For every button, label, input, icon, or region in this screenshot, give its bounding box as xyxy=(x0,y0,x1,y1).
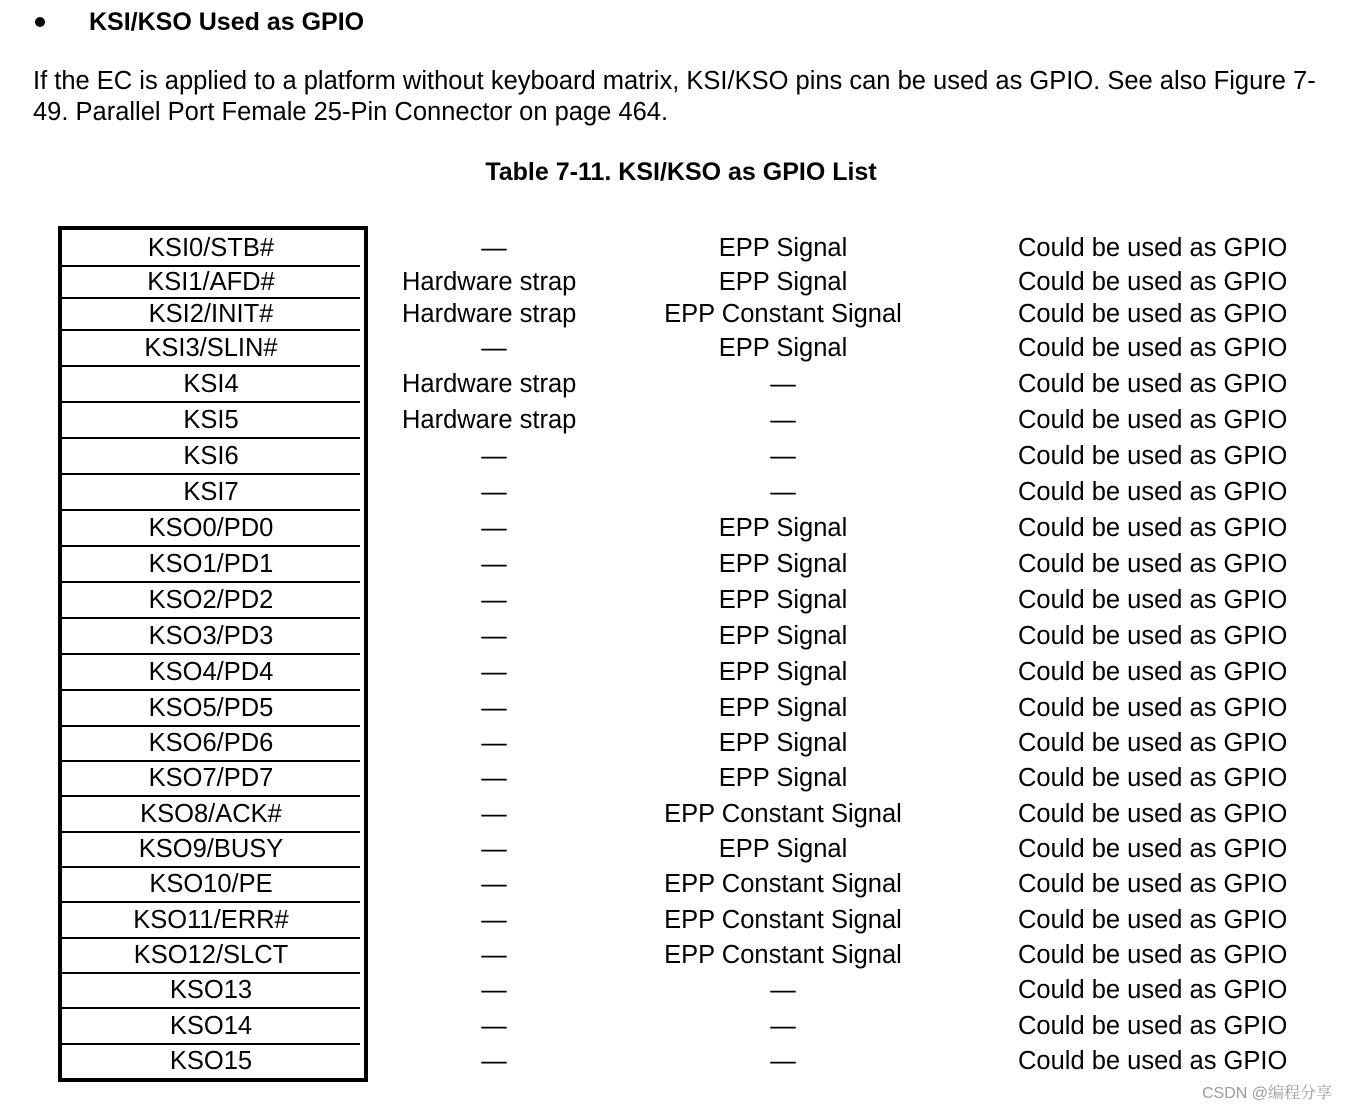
hardware-strap-cell: — xyxy=(481,513,507,542)
epp-signal-cell: — xyxy=(770,976,796,1004)
gpio-usage-cell: Could be used as GPIO xyxy=(1018,729,1288,757)
pin-name-cell: KSO1/PD1 xyxy=(148,549,274,578)
table-row xyxy=(0,726,1346,761)
hardware-strap-cell: Hardware strap xyxy=(402,267,577,296)
gpio-usage-cell: Could be used as GPIO xyxy=(1018,799,1288,828)
gpio-usage-cell: Could be used as GPIO xyxy=(1018,299,1288,328)
hardware-strap-cell: — xyxy=(481,477,507,506)
epp-signal-cell: — xyxy=(770,441,796,470)
table-row xyxy=(0,867,1346,902)
table-row xyxy=(0,1044,1346,1078)
table-row xyxy=(0,298,1346,330)
hardware-strap-cell: — xyxy=(481,657,507,686)
pin-name-cell: KSO8/ACK# xyxy=(140,799,282,828)
epp-signal-cell: — xyxy=(770,477,796,506)
table-row xyxy=(0,938,1346,973)
hardware-strap-cell: — xyxy=(481,976,507,1004)
epp-signal-cell: EPP Signal xyxy=(718,549,848,578)
epp-signal-cell: EPP Signal xyxy=(718,333,848,362)
hardware-strap-cell: — xyxy=(481,1046,507,1075)
section-heading: KSI/KSO Used as GPIO xyxy=(89,7,365,36)
epp-signal-cell: EPP Signal xyxy=(718,621,848,650)
table-row xyxy=(0,618,1346,654)
pin-name-cell: KSO0/PD0 xyxy=(148,513,274,542)
table-row xyxy=(0,510,1346,546)
hardware-strap-cell: Hardware strap xyxy=(402,405,577,434)
gpio-usage-cell: Could be used as GPIO xyxy=(1018,693,1288,722)
hardware-strap-cell: — xyxy=(481,233,507,262)
pin-name-cell: KSI0/STB# xyxy=(147,233,275,262)
hardware-strap-cell: Hardware strap xyxy=(402,299,577,328)
gpio-usage-cell: Could be used as GPIO xyxy=(1018,905,1288,934)
pin-name-cell: KSI3/SLIN# xyxy=(144,333,278,362)
pin-name-cell: KSO13 xyxy=(169,976,253,1004)
epp-signal-cell: — xyxy=(770,405,796,434)
table-row xyxy=(0,402,1346,438)
table-row xyxy=(0,796,1346,832)
pin-name-cell: KSO9/BUSY xyxy=(138,835,284,863)
table-row xyxy=(0,266,1346,298)
epp-signal-cell: EPP Signal xyxy=(718,764,848,792)
table-row xyxy=(0,690,1346,726)
hardware-strap-cell: — xyxy=(481,905,507,934)
pin-name-cell: KSO2/PD2 xyxy=(148,585,274,614)
hardware-strap-cell: — xyxy=(481,441,507,470)
pin-name-cell: KSO14 xyxy=(169,1011,253,1040)
gpio-usage-cell: Could be used as GPIO xyxy=(1018,870,1288,898)
epp-signal-cell: EPP Signal xyxy=(718,267,848,296)
intro-paragraph: If the EC is applied to a platform without keyboard matrix, KSI/KSO pins can be used as GPIO. See also Figure 7-49. Parallel Port Female 25-Pin Connector on page 464. xyxy=(33,67,1316,126)
pin-name-cell: KSO5/PD5 xyxy=(148,693,274,722)
pin-name-cell: KSO4/PD4 xyxy=(148,657,274,686)
table-row xyxy=(0,330,1346,366)
table-row xyxy=(0,366,1346,402)
epp-signal-cell: EPP Signal xyxy=(718,233,848,262)
hardware-strap-cell: — xyxy=(481,549,507,578)
epp-signal-cell: EPP Constant Signal xyxy=(664,905,902,934)
epp-signal-cell: EPP Constant Signal xyxy=(664,299,902,328)
pin-name-cell: KSO7/PD7 xyxy=(148,764,274,792)
epp-signal-cell: EPP Signal xyxy=(718,835,848,863)
hardware-strap-cell: — xyxy=(481,799,507,828)
table-row xyxy=(0,973,1346,1008)
pin-name-cell: KSO3/PD3 xyxy=(148,621,274,650)
pin-name-cell: KSI2/INIT# xyxy=(148,299,274,328)
pin-name-cell: KSO15 xyxy=(169,1046,253,1075)
table-caption: Table 7-11. KSI/KSO as GPIO List xyxy=(485,158,877,186)
gpio-usage-cell: Could be used as GPIO xyxy=(1018,941,1288,969)
watermark: CSDN @编程分享 xyxy=(1201,1085,1332,1102)
hardware-strap-cell: — xyxy=(481,1011,507,1040)
hardware-strap-cell: — xyxy=(481,621,507,650)
table-row xyxy=(0,654,1346,690)
epp-signal-cell: — xyxy=(770,1011,796,1040)
gpio-usage-cell: Could be used as GPIO xyxy=(1018,764,1288,792)
epp-signal-cell: EPP Signal xyxy=(718,657,848,686)
pin-name-cell: KSI4 xyxy=(183,369,239,398)
pin-name-cell: KSI6 xyxy=(183,441,239,470)
table-row xyxy=(0,474,1346,510)
hardware-strap-cell: — xyxy=(481,941,507,969)
gpio-usage-cell: Could be used as GPIO xyxy=(1018,233,1288,262)
gpio-usage-cell: Could be used as GPIO xyxy=(1018,657,1288,686)
epp-signal-cell: — xyxy=(770,1046,796,1075)
pin-name-cell: KSO12/SLCT xyxy=(133,941,289,969)
gpio-usage-cell: Could be used as GPIO xyxy=(1018,513,1288,542)
table-row xyxy=(0,832,1346,867)
hardware-strap-cell: — xyxy=(481,835,507,863)
epp-signal-cell: EPP Constant Signal xyxy=(664,941,902,969)
gpio-usage-cell: Could be used as GPIO xyxy=(1018,477,1288,506)
epp-signal-cell: EPP Signal xyxy=(718,693,848,722)
hardware-strap-cell: — xyxy=(481,764,507,792)
gpio-usage-cell: Could be used as GPIO xyxy=(1018,333,1288,362)
pin-name-cell: KSI5 xyxy=(183,405,239,434)
hardware-strap-cell: Hardware strap xyxy=(402,369,577,398)
gpio-usage-cell: Could be used as GPIO xyxy=(1018,441,1288,470)
epp-signal-cell: — xyxy=(770,369,796,398)
hardware-strap-cell: — xyxy=(481,729,507,757)
table-row xyxy=(0,438,1346,474)
gpio-usage-cell: Could be used as GPIO xyxy=(1018,549,1288,578)
epp-signal-cell: EPP Signal xyxy=(718,729,848,757)
pin-name-cell: KSI7 xyxy=(183,477,239,506)
hardware-strap-cell: — xyxy=(481,585,507,614)
pin-name-cell: KSO6/PD6 xyxy=(148,729,274,757)
table-row xyxy=(0,761,1346,796)
gpio-usage-cell: Could be used as GPIO xyxy=(1018,267,1288,296)
hardware-strap-cell: — xyxy=(481,333,507,362)
table-row xyxy=(0,546,1346,582)
gpio-usage-cell: Could be used as GPIO xyxy=(1018,585,1288,614)
hardware-strap-cell: — xyxy=(481,870,507,898)
gpio-usage-cell: Could be used as GPIO xyxy=(1018,621,1288,650)
gpio-usage-cell: Could be used as GPIO xyxy=(1018,835,1288,863)
gpio-usage-cell: Could be used as GPIO xyxy=(1018,369,1288,398)
hardware-strap-cell: — xyxy=(481,693,507,722)
table-row xyxy=(0,230,1346,266)
epp-signal-cell: EPP Signal xyxy=(718,585,848,614)
pin-name-cell: KSO10/PE xyxy=(149,870,273,898)
epp-signal-cell: EPP Constant Signal xyxy=(664,870,902,898)
gpio-usage-cell: Could be used as GPIO xyxy=(1018,976,1288,1004)
table-row xyxy=(0,582,1346,618)
epp-signal-cell: EPP Constant Signal xyxy=(664,799,902,828)
epp-signal-cell: EPP Signal xyxy=(718,513,848,542)
pin-name-cell: KSO11/ERR# xyxy=(133,905,289,934)
table-row xyxy=(0,1008,1346,1044)
pin-name-cell: KSI1/AFD# xyxy=(147,267,275,296)
gpio-usage-cell: Could be used as GPIO xyxy=(1018,1046,1288,1075)
table-row xyxy=(0,902,1346,938)
gpio-usage-cell: Could be used as GPIO xyxy=(1018,405,1288,434)
gpio-usage-cell: Could be used as GPIO xyxy=(1018,1011,1288,1040)
